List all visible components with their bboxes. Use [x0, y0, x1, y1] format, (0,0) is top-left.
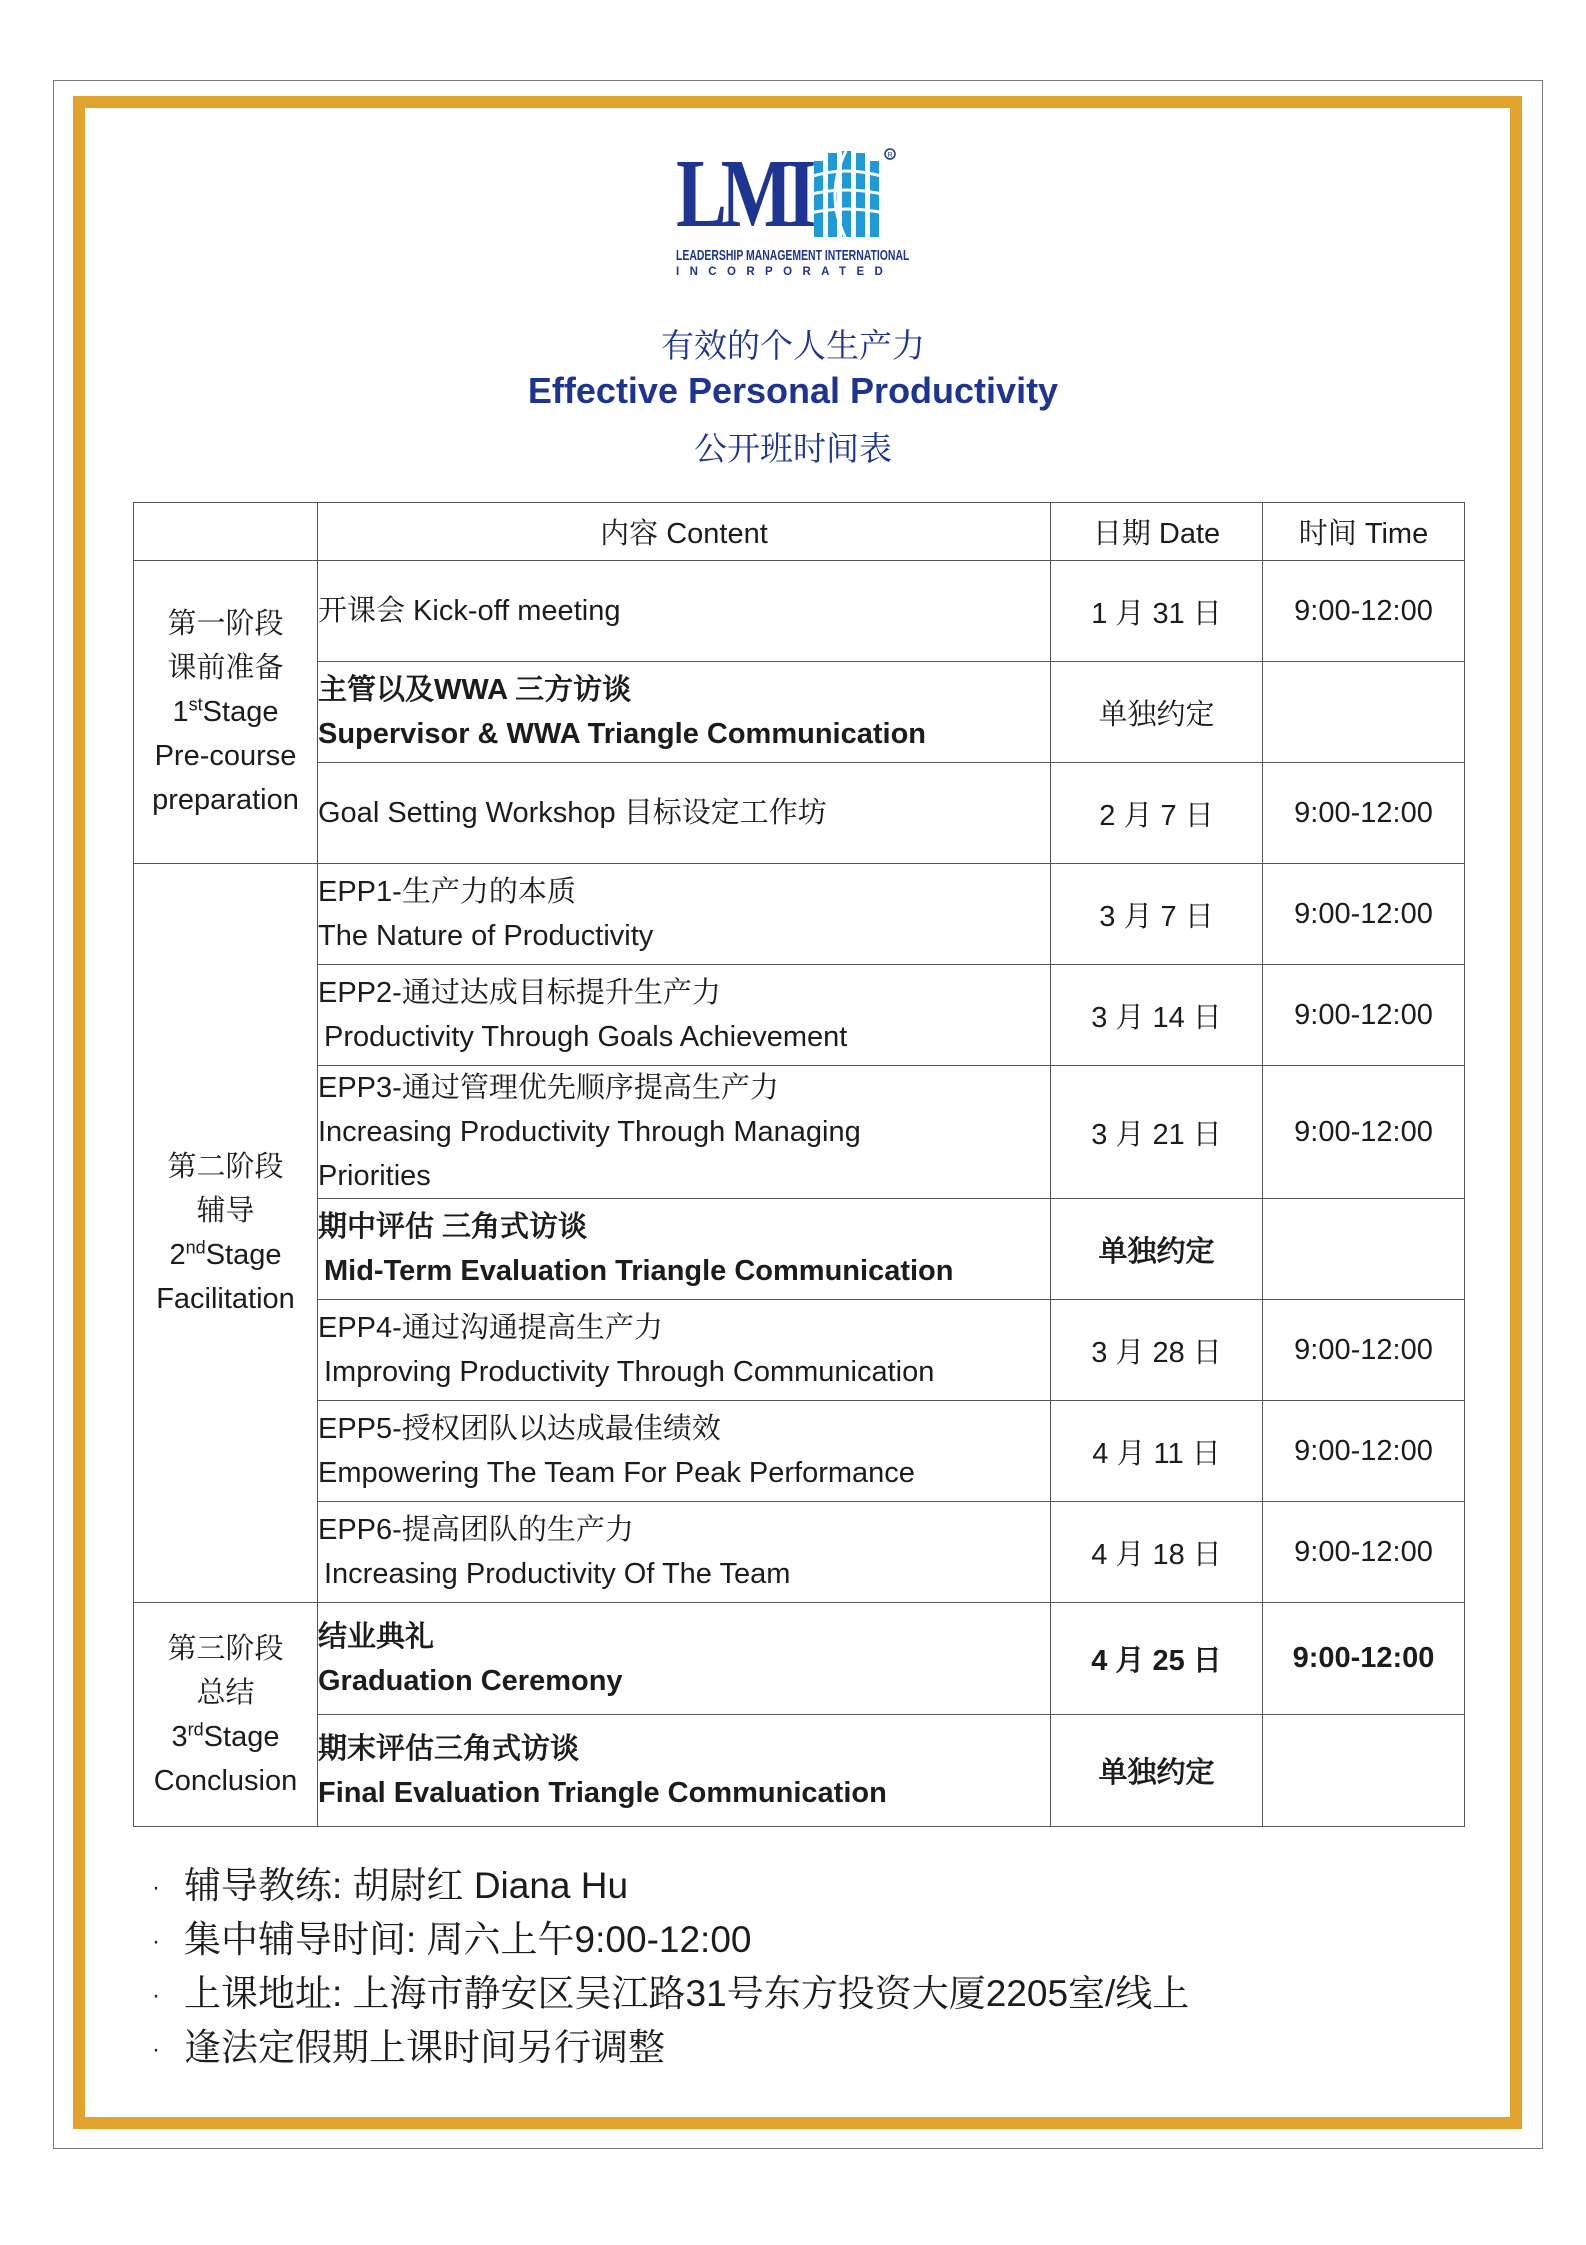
date-cell: 4 月 25 日 — [1051, 1603, 1263, 1715]
stage-1-cn-subtitle: 课前准备 — [167, 652, 284, 684]
time-cell: 9:00-12:00 — [1263, 965, 1465, 1066]
time-cell: 9:00-12:00 — [1263, 561, 1465, 662]
stage-3-cn-title: 第三阶段 — [167, 1632, 284, 1665]
table-row — [134, 662, 1465, 763]
header-content: 内容 Content — [318, 503, 1051, 561]
lmi-logo — [676, 140, 910, 283]
date-cell: 单独约定 — [1051, 1715, 1263, 1827]
date-cell: 1 月 31 日 — [1051, 561, 1263, 662]
stage-2-number: 2ndStage — [169, 1237, 282, 1271]
stage-3-en-line1: Conclusion — [153, 1764, 298, 1797]
logo-company-name: LEADERSHIP MANAGEMENT INTERNATIONAL — [676, 248, 910, 264]
table-row — [134, 561, 1465, 662]
bullet-icon: · — [152, 1928, 160, 1956]
content-cell: 期中评估 三角式访谈 Mid-Term Evaluation Triangle Communication — [318, 1199, 1051, 1300]
time-cell: 9:00-12:00 — [1263, 864, 1465, 965]
header-time: 时间 Time — [1263, 503, 1465, 561]
time-cell: 9:00-12:00 — [1263, 1401, 1465, 1502]
time-cell: 9:00-12:00 — [1263, 1603, 1465, 1715]
header-date: 日期 Date — [1051, 503, 1263, 561]
table-row — [134, 1603, 1465, 1715]
time-cell: 9:00-12:00 — [1263, 1300, 1465, 1401]
content-cell: EPP4-通过沟通提高生产力 Improving Productivity Through Communication — [318, 1300, 1051, 1401]
bullet-icon: · — [152, 2036, 160, 2064]
table-row — [134, 1502, 1465, 1603]
time-cell: 9:00-12:00 — [1263, 1066, 1465, 1199]
table-row — [134, 1401, 1465, 1502]
header-stage — [134, 503, 318, 561]
stage-3-cell — [134, 1603, 318, 1827]
date-cell: 3 月 14 日 — [1051, 965, 1263, 1066]
content-cell: EPP2-通过达成目标提升生产力 Productivity Through Goals Achievement — [318, 965, 1051, 1066]
table-row — [134, 1066, 1465, 1199]
stage-2-cn-title: 第二阶段 — [167, 1151, 284, 1183]
stage-2-en-line1: Facilitation — [156, 1283, 295, 1315]
date-cell: 3 月 28 日 — [1051, 1300, 1263, 1401]
schedule-table — [133, 502, 1465, 1827]
date-cell: 4 月 18 日 — [1051, 1502, 1263, 1603]
time-cell — [1263, 662, 1465, 763]
svg-text:R: R — [887, 152, 893, 159]
content-cell: 期末评估三角式访谈 Final Evaluation Triangle Communication — [318, 1715, 1051, 1827]
table-row — [134, 763, 1465, 864]
table-row — [134, 864, 1465, 965]
stage-1-number: 1stStage — [172, 694, 279, 728]
stage-3-cn-subtitle: 总结 — [196, 1676, 255, 1709]
content-cell: Goal Setting Workshop 目标设定工作坊 — [318, 763, 1051, 864]
table-row — [134, 1199, 1465, 1300]
table-header-row — [134, 503, 1465, 561]
stage-1-cell — [134, 561, 318, 864]
content-cell: EPP5-授权团队以达成最佳绩效 Empowering The Team For Peak Performance — [318, 1401, 1051, 1502]
stage-2-cell — [134, 864, 318, 1603]
note-address: · 上课地址: 上海市静安区吴江路31号东方投资大厦2205室/线上 — [152, 1968, 1189, 2022]
content-cell: 结业典礼 Graduation Ceremony — [318, 1603, 1051, 1715]
table-row — [134, 1715, 1465, 1827]
notes-list — [152, 1860, 1189, 2076]
title-english: Effective Personal Productivity — [527, 370, 1059, 411]
table-row — [134, 965, 1465, 1066]
date-cell: 单独约定 — [1051, 662, 1263, 763]
time-cell: 9:00-12:00 — [1263, 763, 1465, 864]
stage-1-cn-title: 第一阶段 — [167, 608, 284, 640]
content-cell: EPP3-通过管理优先顺序提高生产力 Increasing Productivity Through Managing Priorities — [318, 1066, 1051, 1199]
note-session-time: · 集中辅导时间: 周六上午9:00-12:00 — [152, 1914, 1189, 1968]
subtitle-schedule: 公开班时间表 — [694, 430, 892, 467]
content-cell: 主管以及WWA 三方访谈 Supervisor & WWA Triangle Communication — [318, 662, 1051, 763]
date-cell: 3 月 21 日 — [1051, 1066, 1263, 1199]
title-chinese: 有效的个人生产力 — [661, 327, 925, 364]
stage-1-en-line2: preparation — [152, 784, 299, 816]
bullet-icon: · — [152, 1982, 160, 2010]
date-cell: 单独约定 — [1051, 1199, 1263, 1300]
bullet-icon: · — [152, 1874, 160, 1902]
globe-icon — [806, 147, 901, 243]
time-cell — [1263, 1199, 1465, 1300]
stage-1-en-line1: Pre-course — [154, 740, 297, 772]
logo-incorporated: INCORPORATED — [676, 266, 894, 278]
table-row — [134, 1300, 1465, 1401]
content-cell: EPP1-生产力的本质 The Nature of Productivity — [318, 864, 1051, 965]
content-cell: 开课会 Kick-off meeting — [318, 561, 1051, 662]
time-cell: 9:00-12:00 — [1263, 1502, 1465, 1603]
stage-3-number: 3rdStage — [171, 1718, 280, 1753]
date-cell: 2 月 7 日 — [1051, 763, 1263, 864]
stage-2-cn-subtitle: 辅导 — [196, 1195, 255, 1227]
note-holiday: · 逢法定假期上课时间另行调整 — [152, 2022, 1189, 2076]
date-cell: 4 月 11 日 — [1051, 1401, 1263, 1502]
logo-wordmark: LMI — [676, 140, 811, 248]
time-cell — [1263, 1715, 1465, 1827]
note-instructor: · 辅导教练: 胡尉红 Diana Hu — [152, 1860, 1189, 1914]
date-cell: 3 月 7 日 — [1051, 864, 1263, 965]
content-cell: EPP6-提高团队的生产力 Increasing Productivity Of The Team — [318, 1502, 1051, 1603]
